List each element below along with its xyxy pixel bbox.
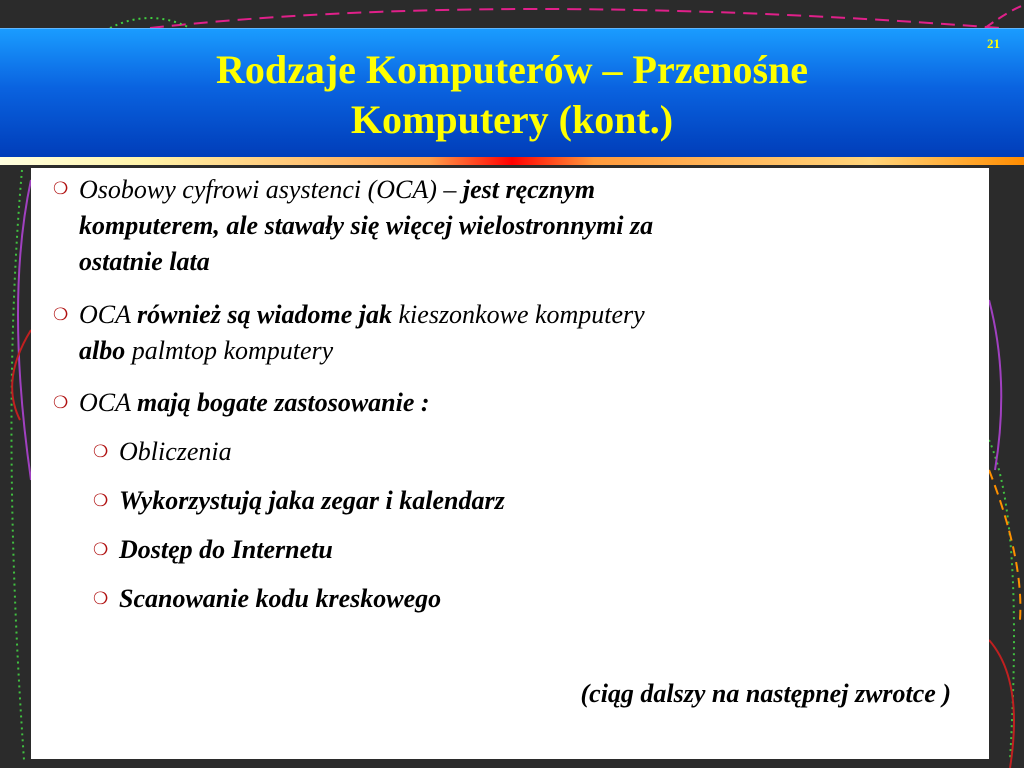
slide-title [0, 45, 1024, 145]
deco-curve-right-green [989, 440, 1014, 760]
bullet-3 [79, 385, 979, 421]
sub-bullet-1: Obliczenia [119, 437, 232, 466]
continuation-note: (ciąg dalszy na następnej zwrotce ) [580, 679, 951, 708]
bullet-3-bold-text: mają bogate zastosowanie : [137, 388, 430, 417]
bullet-2-line-2 [79, 333, 979, 369]
deco-curve-pink-top [150, 9, 1000, 28]
sub-bullet-2: Wykorzystują jaka zegar i kalendarz [119, 486, 505, 515]
bullet-1-line-3 [79, 244, 979, 280]
sub-bullet-icon: ❍ [93, 491, 109, 511]
bullet-icon: ❍ [53, 179, 69, 199]
bullet-2 [79, 297, 979, 369]
bullet-icon: ❍ [53, 393, 69, 413]
slide-title-line-1: Rodzaje Komputerów – Przenośne [215, 47, 809, 92]
sub-bullet-icon: ❍ [93, 540, 109, 560]
sub-bullet-3: Dostęp do Internetu [119, 535, 333, 564]
bullet-1 [79, 172, 979, 280]
bullet-2-bold-line-2: albo [79, 336, 126, 365]
deco-curve-pink-corner [985, 5, 1024, 28]
bullet-2-line-1 [79, 297, 979, 333]
bullet-2-text-3: palmtop komputery [125, 336, 334, 365]
sub-bullet-4: Scanowanie kodu kreskowego [119, 584, 442, 613]
sub-bullet-icon: ❍ [93, 589, 109, 609]
deco-curve-right-red [989, 640, 1014, 768]
bullet-1-line-1 [79, 172, 979, 208]
bullet-1-bold-line-2: komputerem, ale stawały się więcej wielostronnymi za [79, 211, 654, 240]
bullet-1-text: Osobowy cyfrowi asystenci (OCA) – [79, 175, 463, 204]
title-underline [0, 157, 1024, 165]
content-area [31, 168, 989, 759]
sub-bullet-icon: ❍ [93, 442, 109, 462]
bullet-2-text-2: kieszonkowe komputery [392, 300, 645, 329]
bullet-2-text: OCA [79, 300, 138, 329]
bullet-1-bold-text: jest ręcznym [462, 175, 596, 204]
bullet-icon: ❍ [53, 305, 69, 325]
title-bar [0, 28, 1024, 159]
bullet-1-bold-line-3: ostatnie lata [79, 247, 210, 276]
bullet-2-bold-text: również są wiadome jak [137, 300, 393, 329]
deco-curve-left-green [11, 170, 24, 760]
bullet-3-text: OCA [79, 388, 138, 417]
slide-title-line-2: Komputery (kont.) [350, 97, 674, 142]
deco-curve-right-purple [989, 300, 1001, 470]
slide-number: 21 [987, 36, 1000, 51]
deco-curve-green-top [110, 18, 190, 28]
bullet-1-line-2 [79, 208, 979, 244]
deco-curve-left-purple [18, 180, 31, 480]
